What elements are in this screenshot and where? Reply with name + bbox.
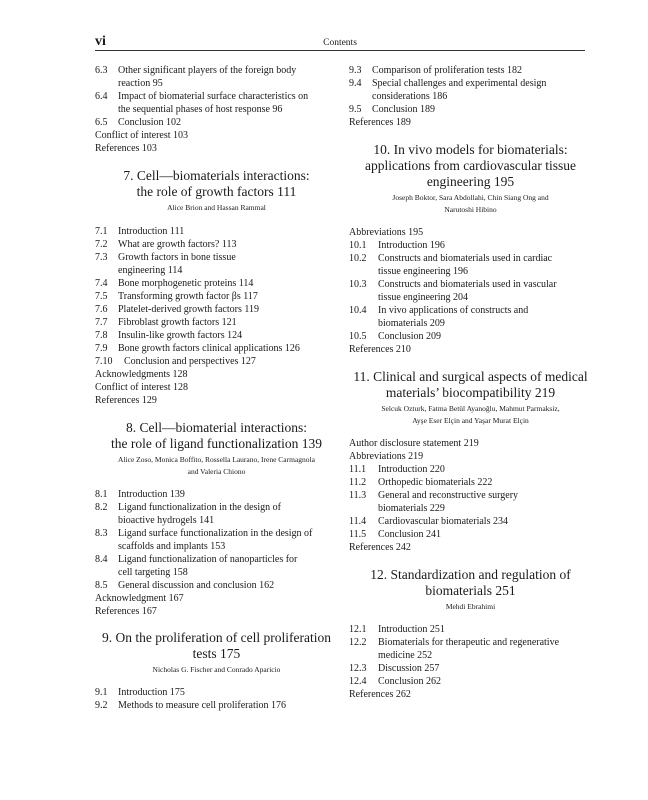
section-title: Bone morphogenetic proteins 114 [118, 278, 254, 289]
chapter-title[interactable] [349, 142, 592, 190]
toc-entry-continuation[interactable] [95, 540, 338, 553]
chapter-title-line: tests 175 [192, 646, 241, 661]
section-title: Conclusion 241 [378, 529, 442, 540]
section-title: Insulin-like growth factors 124 [118, 330, 243, 341]
chapter-11 [349, 369, 592, 554]
toc-entry[interactable] [95, 238, 338, 251]
page-header [95, 34, 585, 50]
chapter-authors [95, 454, 338, 478]
section-title: Conclusion 102 [118, 117, 182, 128]
toc-entry[interactable] [95, 90, 338, 103]
section-title: References 262 [349, 689, 411, 700]
toc-entry[interactable] [95, 64, 338, 77]
toc-list [95, 488, 338, 618]
toc-entry-continuation[interactable] [349, 649, 592, 662]
chapter-authors-line: Ayşe Eser Elçin and Yaşar Murat Elçin [412, 416, 529, 425]
toc-entry[interactable] [349, 675, 592, 688]
section-title: References 129 [95, 395, 157, 406]
section-title: Conclusion 209 [378, 331, 442, 342]
section-number: 9.4 [349, 78, 362, 89]
toc-list [95, 64, 338, 155]
section-title: General and reconstructive surgery [378, 490, 519, 501]
page-number: vi [95, 34, 106, 49]
chapter-title-line: applications from cardiovascular tissue [364, 158, 577, 173]
section-title: Introduction 220 [378, 464, 445, 475]
section-title: Ligand functionalization of nanoparticles for [118, 554, 298, 565]
section-number: 6.4 [95, 91, 108, 102]
section-title: Conclusion 189 [372, 104, 436, 115]
chapter-authors-line: Mehdi Ebrahimi [445, 602, 496, 611]
section-title: Orthopedic biomaterials 222 [378, 477, 493, 488]
section-number: 10.5 [349, 331, 367, 342]
chapter-authors-line: Alice Zoso, Monica Boffito, Rossella Laurano, Irene Carmagnola [118, 455, 315, 464]
section-title: Introduction 111 [118, 226, 185, 237]
section-title: bioactive hydrogels 141 [118, 515, 215, 526]
section-title: References 242 [349, 542, 411, 553]
section-number: 7.4 [95, 278, 108, 289]
toc-entry[interactable] [349, 437, 592, 450]
toc-entry[interactable] [95, 251, 338, 264]
toc-entry-continuation[interactable] [349, 317, 592, 330]
chapter-title-line: 8. Cell—biomaterial interactions: [125, 420, 308, 435]
section-number: 11.2 [349, 477, 367, 488]
section-title: Fibroblast growth factors 121 [118, 317, 237, 328]
section-number: 9.5 [349, 104, 362, 115]
section-title: scaffolds and implants 153 [118, 541, 226, 552]
section-title: Constructs and biomaterials used in cardiac [378, 253, 553, 264]
section-number: 11.3 [349, 490, 367, 501]
section-number: 8.5 [95, 580, 108, 591]
toc-entry[interactable] [349, 623, 592, 636]
toc-entry[interactable] [349, 541, 592, 554]
section-title: Impact of biomaterial surface characteristics on [118, 91, 309, 102]
section-number: 7.8 [95, 330, 108, 341]
section-title: biomaterials 209 [378, 318, 445, 329]
section-title: considerations 186 [372, 91, 448, 102]
toc-entry-continuation[interactable] [95, 103, 338, 116]
section-number: 10.1 [349, 240, 367, 251]
chapter-10 [349, 142, 592, 356]
toc-entry[interactable] [95, 699, 338, 712]
section-number: 6.5 [95, 117, 108, 128]
toc-entry[interactable] [349, 239, 592, 252]
toc-entry[interactable] [95, 605, 338, 618]
section-title: Transforming growth factor βs 117 [118, 291, 258, 302]
chapter-authors [95, 202, 338, 214]
section-number: 7.1 [95, 226, 108, 237]
section-title: Conflict of interest 103 [95, 130, 189, 141]
section-number: 8.3 [95, 528, 108, 539]
section-title: Author disclosure statement 219 [349, 438, 479, 449]
section-title: Biomaterials for therapeutic and regenerative [378, 637, 560, 648]
chapter-authors-line: and Valeria Chiono [187, 467, 246, 476]
chapter-12 [349, 567, 592, 701]
toc-entry-continuation[interactable] [349, 502, 592, 515]
toc-list [95, 225, 338, 407]
chapter-8 [95, 420, 338, 618]
section-title: References 167 [95, 606, 157, 617]
section-title: reaction 95 [118, 78, 163, 89]
toc-entry-continuation[interactable] [95, 264, 338, 277]
section-number: 7.3 [95, 252, 108, 263]
toc-entry[interactable] [95, 592, 338, 605]
section-number: 7.7 [95, 317, 108, 328]
section-title: References 189 [349, 117, 411, 128]
toc-entry[interactable] [95, 225, 338, 238]
section-number: 11.4 [349, 516, 367, 527]
right-column [349, 64, 592, 701]
section-title: General discussion and conclusion 162 [118, 580, 275, 591]
section-number: 7.10 [95, 356, 113, 367]
section-title: References 103 [95, 143, 157, 154]
toc-list [349, 623, 592, 701]
section-title: biomaterials 229 [378, 503, 445, 514]
section-number: 12.1 [349, 624, 367, 635]
toc-entry-continuation[interactable] [95, 566, 338, 579]
section-number: 11.1 [349, 464, 367, 475]
section-title: Introduction 196 [378, 240, 445, 251]
toc-entry[interactable] [95, 368, 338, 381]
toc-entry[interactable] [349, 64, 592, 77]
section-number: 7.6 [95, 304, 108, 315]
chapter-title-line: 11. Clinical and surgical aspects of medical [353, 369, 588, 384]
section-title: Other significant players of the foreign body [118, 65, 297, 76]
toc-entry[interactable] [349, 688, 592, 701]
section-title: Discussion 257 [378, 663, 440, 674]
chapter-title-line: biomaterials 251 [425, 583, 516, 598]
toc-entry[interactable] [349, 278, 592, 291]
section-title: Ligand functionalization in the design of [118, 502, 282, 513]
section-number: 6.3 [95, 65, 108, 76]
chapter-authors [349, 192, 592, 216]
chapter-title[interactable] [349, 567, 592, 599]
toc-entry[interactable] [95, 142, 338, 155]
section-title: Introduction 251 [378, 624, 445, 635]
section-title: cell targeting 158 [118, 567, 188, 578]
toc-entry[interactable] [349, 636, 592, 649]
toc-entry[interactable] [349, 252, 592, 265]
toc-entry[interactable] [95, 381, 338, 394]
section-number: 7.2 [95, 239, 108, 250]
section-title: In vivo applications of constructs and [378, 305, 529, 316]
chapter-title-line: the role of growth factors 111 [136, 184, 297, 199]
section-number: 12.3 [349, 663, 367, 674]
toc-entry[interactable] [95, 316, 338, 329]
toc-list [95, 686, 338, 712]
chapter-title[interactable] [95, 420, 338, 452]
section-title: Platelet-derived growth factors 119 [118, 304, 259, 315]
toc-entry[interactable] [95, 527, 338, 540]
toc-entry[interactable] [95, 355, 338, 368]
section-number: 8.1 [95, 489, 108, 500]
section-number: 10.2 [349, 253, 367, 264]
chapter-title-line: 10. In vivo models for biomaterials: [373, 142, 568, 157]
toc-entry[interactable] [95, 342, 338, 355]
toc-entry[interactable] [95, 329, 338, 342]
toc-entry[interactable] [95, 290, 338, 303]
toc-entry[interactable] [349, 330, 592, 343]
section-title: Methods to measure cell proliferation 176 [118, 700, 287, 711]
chapter-title-line: 9. On the proliferation of cell proliferation [101, 630, 332, 645]
chapter-authors [349, 403, 592, 427]
section-title: Conflict of interest 128 [95, 382, 189, 393]
toc-entry[interactable] [349, 304, 592, 317]
running-title: Contents [323, 38, 357, 48]
chapter-title[interactable] [349, 369, 592, 401]
chapter-authors [349, 601, 592, 613]
toc-entry[interactable] [349, 226, 592, 239]
chapter-authors [95, 664, 338, 676]
toc-entry[interactable] [349, 515, 592, 528]
chapter-authors-line: Nicholas G. Fischer and Conrado Aparicio [152, 665, 281, 674]
toc-entry[interactable] [95, 129, 338, 142]
section-number: 9.2 [95, 700, 108, 711]
section-title: Ligand surface functionalization in the design of [118, 528, 313, 539]
section-title: tissue engineering 196 [378, 266, 468, 277]
toc-entry[interactable] [95, 579, 338, 592]
section-title: engineering 114 [118, 265, 183, 276]
section-title: Introduction 175 [118, 687, 185, 698]
section-number: 9.1 [95, 687, 108, 698]
toc-entry[interactable] [95, 277, 338, 290]
chapter-title-line: materials’ biocompatibility 219 [385, 385, 556, 400]
toc-list [349, 437, 592, 554]
section-number: 12.4 [349, 676, 367, 687]
toc-entry[interactable] [95, 553, 338, 566]
chapter-authors-line: Joseph Boktor, Sara Abdollahi, Chin Siang Ong and [392, 193, 549, 202]
section-number: 12.2 [349, 637, 367, 648]
chapter-authors-line: Selcuk Ozturk, Fatma Betül Ayanoğlu, Mahmut Parmaksiz, [381, 404, 560, 413]
toc-entry[interactable] [95, 116, 338, 129]
section-title: Conclusion 262 [378, 676, 442, 687]
section-title: Special challenges and experimental design [372, 78, 547, 89]
chapter-title-line: the role of ligand functionalization 139 [110, 436, 323, 451]
section-number: 7.9 [95, 343, 108, 354]
toc-entry[interactable] [349, 450, 592, 463]
toc-entry[interactable] [349, 528, 592, 541]
section-number: 11.5 [349, 529, 367, 540]
chapter-title-line: 12. Standardization and regulation of [370, 567, 571, 582]
section-title: Abbreviations 195 [349, 227, 424, 238]
toc-entry[interactable] [349, 662, 592, 675]
chapter-authors-line: Narutoshi Hibino [444, 205, 497, 214]
section-title: Conclusion and perspectives 127 [124, 356, 256, 367]
section-number: 9.3 [349, 65, 362, 76]
section-number: 8.4 [95, 554, 108, 565]
header-rule [95, 50, 585, 51]
section-number: 10.3 [349, 279, 367, 290]
toc-entry[interactable] [95, 501, 338, 514]
chapter-7 [95, 168, 338, 407]
toc-entry[interactable] [95, 686, 338, 699]
section-title: Abbreviations 219 [349, 451, 424, 462]
section-title: Acknowledgments 128 [95, 369, 188, 380]
toc-entry-continuation[interactable] [349, 90, 592, 103]
section-title: Growth factors in bone tissue [118, 252, 236, 263]
section-number: 8.2 [95, 502, 108, 513]
section-number: 7.5 [95, 291, 108, 302]
toc-entry[interactable] [349, 116, 592, 129]
toc-entry-continuation[interactable] [95, 77, 338, 90]
section-title: Constructs and biomaterials used in vascular [378, 279, 557, 290]
section-title: Acknowledgment 167 [95, 593, 184, 604]
toc-list [349, 64, 592, 129]
chapter-authors-line: Alice Brion and Hassan Rammal [167, 203, 266, 212]
toc-entry[interactable] [95, 394, 338, 407]
chapter-title-line: 7. Cell—biomaterials interactions: [123, 168, 310, 183]
section-title: Comparison of proliferation tests 182 [372, 65, 522, 76]
toc-entry[interactable] [349, 103, 592, 116]
chapter-title[interactable] [95, 168, 338, 200]
toc-list [349, 226, 592, 356]
section-title: Introduction 139 [118, 489, 185, 500]
section-number: 10.4 [349, 305, 367, 316]
chapter-title[interactable] [95, 630, 338, 662]
section-title: Cardiovascular biomaterials 234 [378, 516, 508, 527]
toc-entry-continuation[interactable] [349, 291, 592, 304]
toc-entry[interactable] [349, 343, 592, 356]
section-title: What are growth factors? 113 [118, 239, 237, 250]
section-title: Bone growth factors clinical applications 126 [118, 343, 300, 354]
toc-entry[interactable] [349, 489, 592, 502]
toc-entry[interactable] [349, 463, 592, 476]
section-title: medicine 252 [378, 650, 433, 661]
toc-entry-continuation[interactable] [349, 265, 592, 278]
section-title: References 210 [349, 344, 411, 355]
left-column [95, 64, 338, 712]
chapter-title-line: engineering 195 [426, 174, 515, 189]
section-title: tissue engineering 204 [378, 292, 468, 303]
toc-entry-continuation[interactable] [95, 514, 338, 527]
toc-entry[interactable] [349, 476, 592, 489]
toc-entry[interactable] [95, 488, 338, 501]
section-title: the sequential phases of host response 96 [118, 104, 283, 115]
toc-entry[interactable] [349, 77, 592, 90]
toc-entry[interactable] [95, 303, 338, 316]
chapter-9 [95, 630, 338, 712]
